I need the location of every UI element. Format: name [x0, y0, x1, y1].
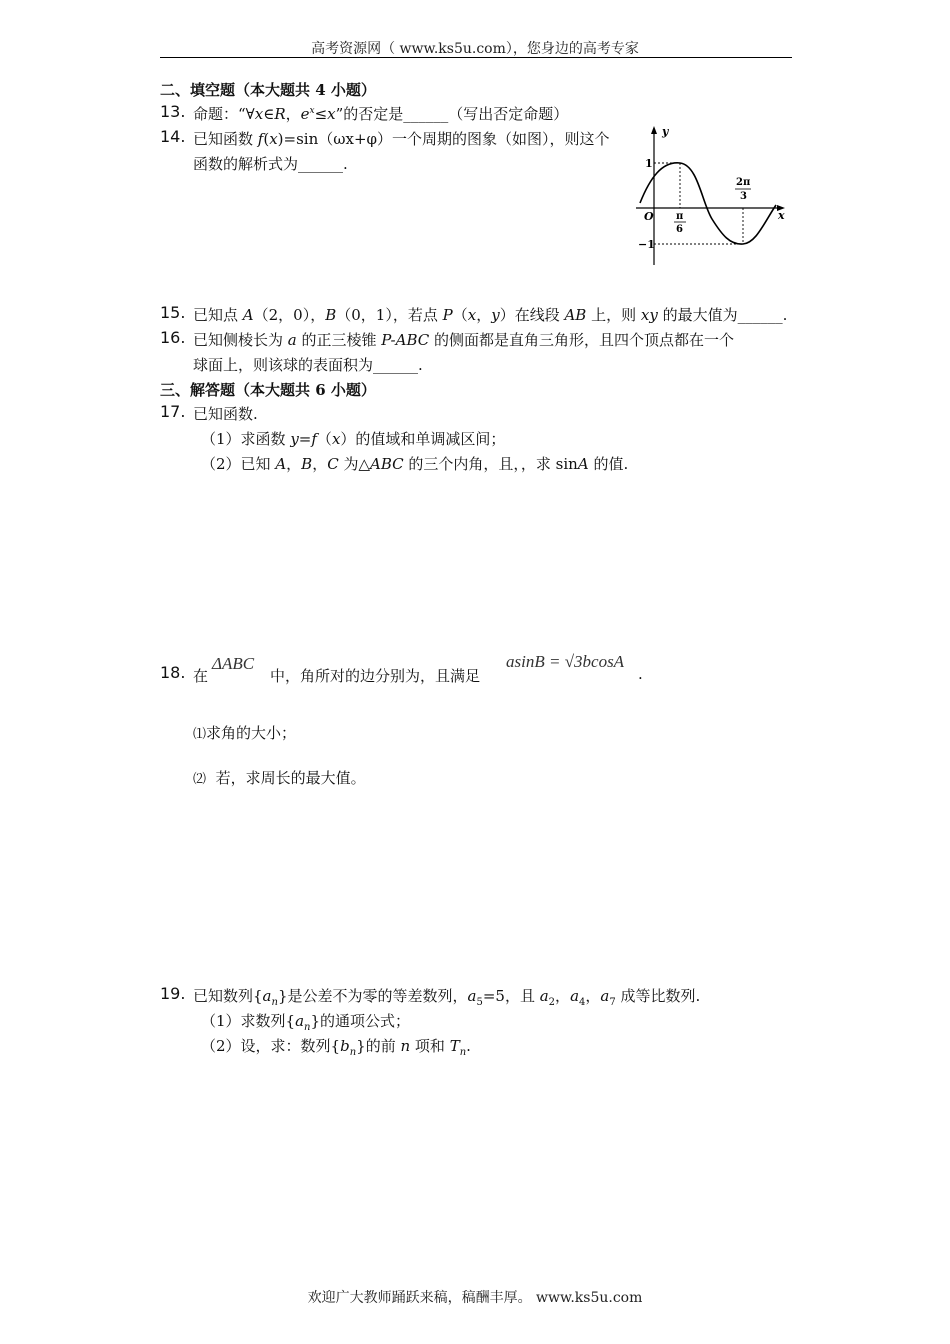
question-16-line2: 球面上，则该球的表面积为______.	[193, 356, 423, 374]
origin-label: O	[644, 210, 654, 223]
sine-curve	[640, 163, 776, 244]
header-rule	[160, 57, 792, 58]
question-14-number: 14.	[160, 127, 186, 146]
question-14-line1: 已知函数 f(x)=sin（ωx+φ）一个周期的图象（如图），则这个	[193, 130, 610, 148]
y-axis-arrow	[651, 126, 657, 134]
question-19-part-1: （1）求数列$\{a_n\}$的通项公式；	[201, 1012, 411, 1033]
question-18-text-end: .	[638, 665, 643, 683]
section-answer-title: 三、解答题（本大题共 6 小题）	[160, 381, 376, 399]
y-axis-label: y	[662, 125, 669, 138]
triangle-abc-math: ΔABC	[212, 654, 255, 673]
question-18-number: 18.	[160, 663, 186, 682]
two-pi-over-3-denominator: 3	[740, 191, 747, 202]
question-18-text-prefix: 在	[193, 667, 209, 685]
sine-graph-figure	[628, 123, 788, 268]
question-13-number: 13.	[160, 102, 186, 121]
question-14-line2: 函数的解析式为______.	[193, 155, 348, 173]
pi-over-6-numerator: π	[676, 211, 684, 222]
pi-over-6-denominator: 6	[676, 224, 683, 235]
question-13-text: 命题：“∀x∈R，$e^x\le x$”的否定是______（写出否定命题）	[193, 105, 569, 123]
question-17-part-2: （2）已知 A，B，C 为△ABC 的三个内角，且，，求 sinA 的值.	[201, 455, 629, 473]
page-header: 高考资源网（ www.ks5u.com），您身边的高考专家	[311, 41, 639, 57]
question-17-part-1: （1）求函数 y=f（x）的值域和单调减区间；	[201, 430, 506, 448]
y-min-label: −1	[638, 238, 655, 251]
equation-math: asinB = √3bcosA	[506, 652, 625, 671]
question-19-part-2: （2）设，求：数列$\{b_n\}$的前 n 项和 $T_n$.	[201, 1037, 471, 1058]
x-axis-label: x	[778, 209, 785, 222]
section-fill-in-title: 二、填空题（本大题共 4 小题）	[160, 81, 376, 99]
question-17-text: 已知函数.	[193, 405, 258, 423]
y-max-label: 1	[645, 157, 653, 170]
question-18-part-1: ⑴求角的大小；	[193, 724, 297, 742]
question-18-text-middle: 中，角所对的边分别为，且满足	[270, 667, 481, 685]
question-19-number: 19.	[160, 984, 186, 1003]
question-16-line1: 已知侧棱长为 a 的正三棱锥 P-ABC 的侧面都是直角三角形，且四个顶点都在一个	[193, 331, 735, 349]
page-footer: 欢迎广大教师踊跃来稿，稿酬丰厚。 www.ks5u.com	[307, 1290, 643, 1306]
question-19-text: 已知数列$\{a_n\}$是公差不为零的等差数列，$a_5=5$，且 $a_2$，$a_4$，$a_7$ 成等比数列.	[193, 987, 701, 1008]
two-pi-over-3-numerator: 2π	[736, 177, 751, 188]
question-15-text: 已知点 A（2，0），B（0，1），若点 P（x，y）在线段 AB 上，则 xy 的最大值为______.	[193, 306, 788, 324]
question-17-number: 17.	[160, 402, 186, 421]
question-18-part-2: ⑵ 若，求周长的最大值。	[193, 769, 366, 787]
question-15-number: 15.	[160, 303, 186, 322]
question-16-number: 16.	[160, 328, 186, 347]
